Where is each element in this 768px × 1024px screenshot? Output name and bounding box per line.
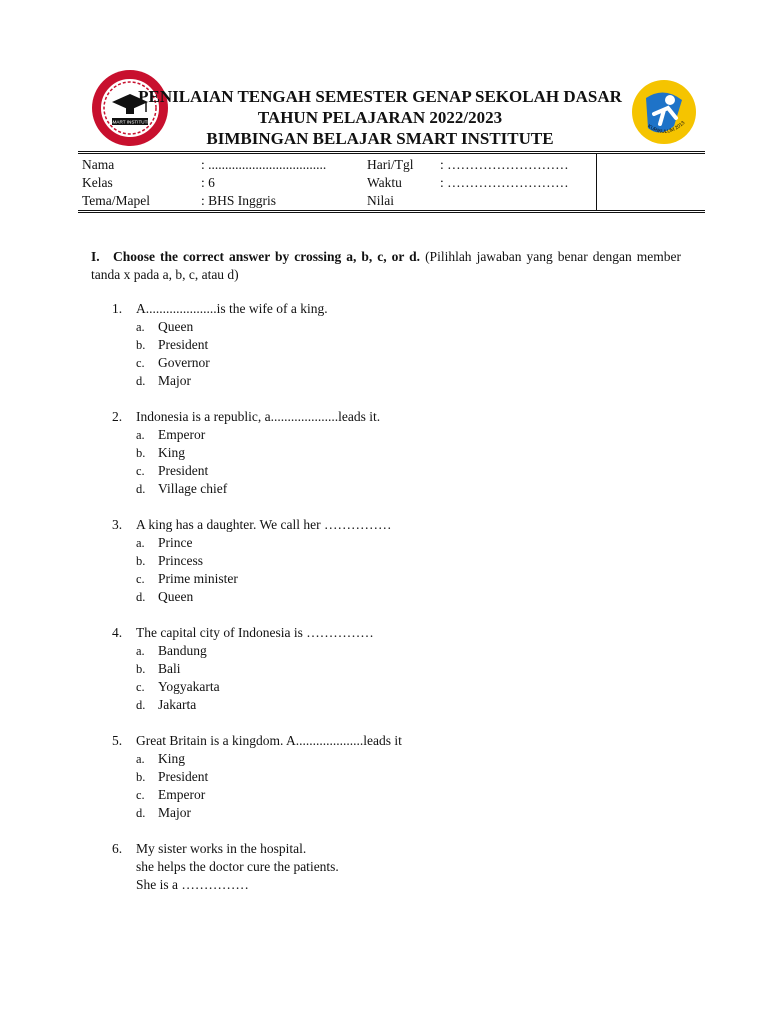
- answer-option[interactable]: [112, 570, 672, 588]
- field-label: Kelas: [82, 175, 113, 190]
- answer-option[interactable]: [112, 426, 672, 444]
- field-label: Hari/Tgl: [367, 157, 414, 172]
- option-text: Prince: [158, 535, 193, 550]
- answer-option[interactable]: [112, 642, 672, 660]
- table-divider: [596, 154, 597, 210]
- question-number: 2.: [112, 409, 123, 424]
- option-text: Bandung: [158, 643, 207, 658]
- question-line: [112, 516, 672, 534]
- answer-option[interactable]: [112, 318, 672, 336]
- question-text: Indonesia is a republic, a....................leads it.: [136, 409, 381, 424]
- question-item: [112, 624, 672, 714]
- question-text: She is a ……………: [136, 877, 249, 892]
- answer-option[interactable]: [112, 372, 672, 390]
- option-text: King: [158, 445, 185, 460]
- question-item: [112, 516, 672, 606]
- identity-table: [78, 151, 705, 213]
- field-label: Tema/Mapel: [82, 193, 151, 208]
- option-letter: b.: [136, 770, 146, 784]
- header-institution: BIMBINGAN BELAJAR SMART INSTITUTE: [206, 129, 554, 148]
- answer-option[interactable]: [112, 444, 672, 462]
- answer-option[interactable]: [112, 786, 672, 804]
- option-text: Village chief: [158, 481, 228, 496]
- answer-option[interactable]: [112, 804, 672, 822]
- instruction-text: Choose the correct answer by crossing a, b, c, or d.: [113, 249, 421, 264]
- option-letter: c.: [136, 464, 145, 478]
- field-value: : BHS Inggris: [201, 193, 277, 208]
- field-label: Waktu: [367, 175, 402, 190]
- question-line: [112, 732, 672, 750]
- question-item: [112, 300, 672, 390]
- option-text: Prime minister: [158, 571, 238, 586]
- field-label: Nilai: [367, 193, 394, 208]
- question-number: 4.: [112, 625, 123, 640]
- answer-option[interactable]: [112, 480, 672, 498]
- option-text: President: [158, 463, 209, 478]
- question-number: 3.: [112, 517, 123, 532]
- question-text: My sister works in the hospital.: [136, 841, 307, 856]
- option-text: Emperor: [158, 427, 206, 442]
- option-letter: a.: [136, 644, 145, 658]
- field-value: : 6: [201, 175, 215, 190]
- option-letter: d.: [136, 590, 146, 604]
- header-year: TAHUN PELAJARAN 2022/2023: [257, 108, 503, 127]
- field-value: : ………………………: [440, 175, 569, 190]
- answer-option[interactable]: [112, 588, 672, 606]
- question-line: [112, 840, 672, 858]
- answer-option[interactable]: [112, 660, 672, 678]
- answer-option[interactable]: [112, 336, 672, 354]
- answer-option[interactable]: [112, 462, 672, 480]
- option-text: President: [158, 769, 209, 784]
- header-title: PENILAIAN TENGAH SEMESTER GENAP SEKOLAH DASAR: [138, 87, 622, 106]
- option-text: Major: [158, 373, 191, 388]
- question-item: [112, 732, 672, 822]
- option-letter: c.: [136, 356, 145, 370]
- question-item: [112, 840, 672, 894]
- question-number: 6.: [112, 841, 123, 856]
- option-letter: a.: [136, 536, 145, 550]
- option-text: Bali: [158, 661, 181, 676]
- field-label: Nama: [82, 157, 115, 172]
- answer-option[interactable]: [112, 696, 672, 714]
- option-text: President: [158, 337, 209, 352]
- option-text: Queen: [158, 589, 194, 604]
- answer-option[interactable]: [112, 750, 672, 768]
- question-text: The capital city of Indonesia is ……………: [136, 625, 374, 640]
- option-text: Queen: [158, 319, 194, 334]
- question-line: [112, 300, 672, 318]
- answer-option[interactable]: [112, 534, 672, 552]
- option-letter: c.: [136, 788, 145, 802]
- question-number: 1.: [112, 301, 123, 316]
- option-text: Major: [158, 805, 191, 820]
- option-letter: a.: [136, 752, 145, 766]
- option-text: Governor: [158, 355, 210, 370]
- option-letter: a.: [136, 320, 145, 334]
- question-line: [112, 408, 672, 426]
- instruction-translation: (Pilihlah jawaban yang benar dengan member tanda x pada a, b, c, atau d): [91, 249, 682, 282]
- option-letter: d.: [136, 482, 146, 496]
- answer-option[interactable]: [112, 678, 672, 696]
- question-text: Great Britain is a kingdom. A....................leads it: [136, 733, 402, 748]
- option-letter: b.: [136, 338, 146, 352]
- question-text: A king has a daughter. We call her ……………: [136, 517, 392, 532]
- option-letter: d.: [136, 374, 146, 388]
- logo-caption: KURIKULUM 2013: [646, 120, 687, 136]
- question-number: 5.: [112, 733, 123, 748]
- question-list: [112, 300, 672, 912]
- section-number: I.: [91, 249, 100, 264]
- logo-caption: SMART INSTITUTE: [109, 119, 151, 125]
- answer-option[interactable]: [112, 354, 672, 372]
- option-letter: b.: [136, 662, 146, 676]
- option-letter: c.: [136, 572, 145, 586]
- question-item: [112, 408, 672, 498]
- question-text: she helps the doctor cure the patients.: [136, 859, 339, 874]
- field-value: : ………………………: [440, 157, 569, 172]
- field-value: : ...................................: [201, 157, 327, 172]
- section-instruction: [91, 248, 681, 284]
- option-letter: b.: [136, 554, 146, 568]
- option-letter: a.: [136, 428, 145, 442]
- option-letter: c.: [136, 680, 145, 694]
- option-letter: b.: [136, 446, 146, 460]
- answer-option[interactable]: [112, 768, 672, 786]
- option-letter: d.: [136, 698, 146, 712]
- option-text: Jakarta: [158, 697, 197, 712]
- option-text: King: [158, 751, 185, 766]
- question-text: A.....................is the wife of a king.: [136, 301, 328, 316]
- option-text: Princess: [158, 553, 203, 568]
- option-letter: d.: [136, 806, 146, 820]
- document-header: [100, 86, 660, 149]
- answer-option[interactable]: [112, 552, 672, 570]
- option-text: Yogyakarta: [158, 679, 220, 694]
- option-text: Emperor: [158, 787, 206, 802]
- question-line: [112, 624, 672, 642]
